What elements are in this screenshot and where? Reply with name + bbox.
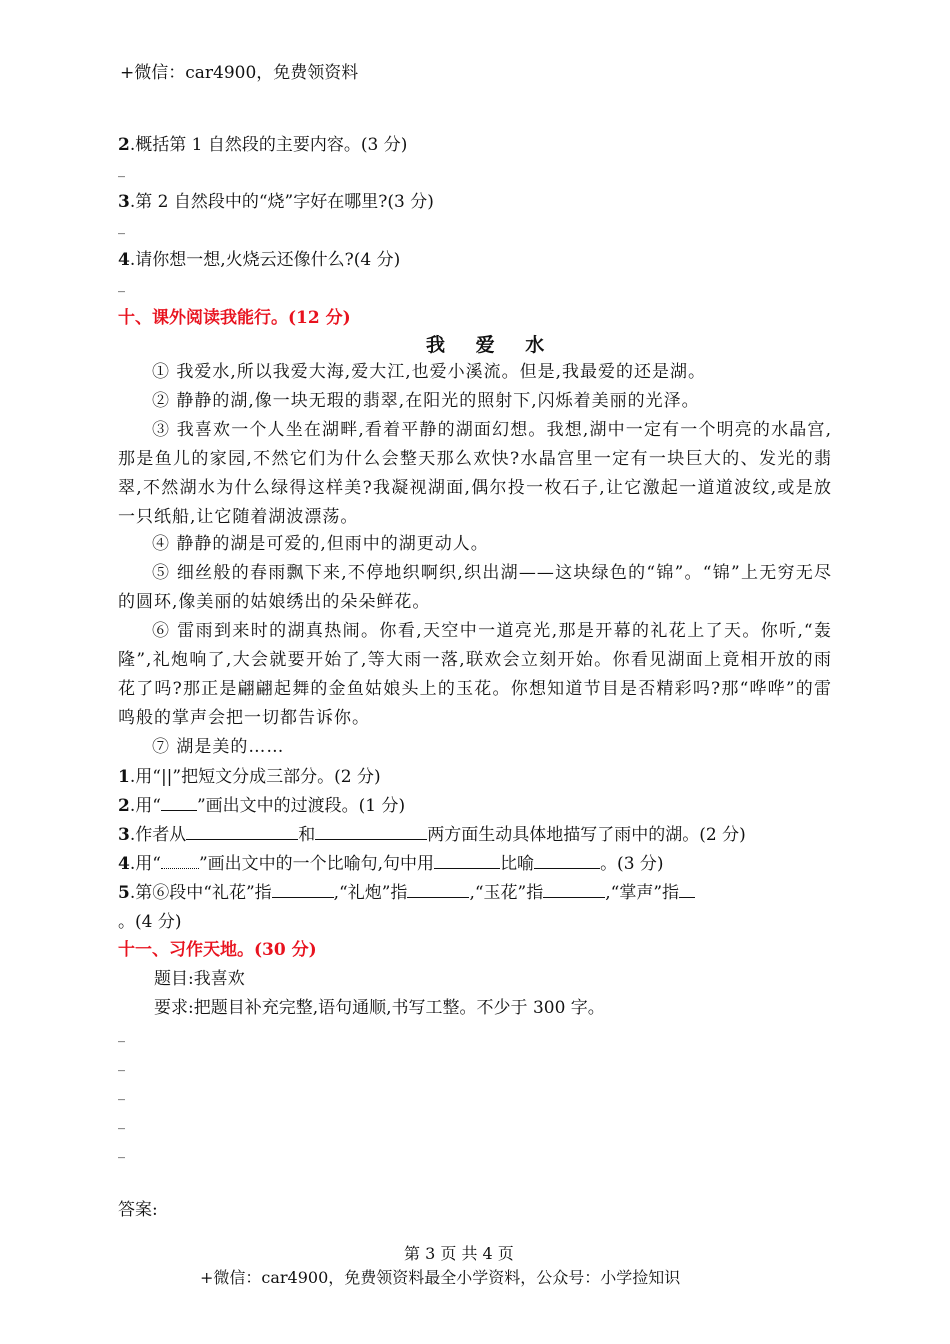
wavy-line-mark	[161, 854, 199, 869]
question-text: ,“玉花”指	[469, 883, 544, 903]
question-text: .概括第 1 自然段的主要内容。(3 分)	[129, 135, 408, 155]
section-10-heading: 十、课外阅读我能行。(12 分)	[118, 308, 351, 328]
reading-question-2	[118, 791, 405, 816]
reading-question-5	[118, 878, 695, 903]
question-number: 4	[118, 250, 130, 270]
answer-blank[interactable]	[186, 823, 298, 840]
answer-blank[interactable]	[407, 881, 469, 898]
essay-requirement: 要求:把题目补充完整,语句通顺,书写工整。不少于 300 字。	[154, 998, 605, 1018]
writing-line: _	[118, 1056, 125, 1072]
question-text: ”画出文中的一个比喻句,句中用	[198, 854, 435, 874]
writing-line: _	[118, 1027, 125, 1043]
answer-label: 答案:	[118, 1200, 158, 1220]
question-text: 。(3 分)	[600, 854, 664, 874]
question-number: 1	[118, 767, 130, 787]
paragraph-3: ③ 我喜欢一个人坐在湖畔,看着平静的湖面幻想。我想,湖中一定有一个明亮的水晶宫,那是鱼儿的家园,不然它们为什么会整天那么欢快?水晶宫里一定有一块巨大的、发光的翡翠,不然湖水为什么绿得这样美?我凝视湖面,偶尔投一枚石子,让它激起一道道波纹,或是放一只纸船,让它随着湖波漂荡。	[118, 420, 832, 527]
question-text: 两方面生动具体地描写了雨中的湖。(2 分)	[427, 825, 746, 845]
answer-line: _	[118, 162, 125, 178]
question-4	[118, 245, 400, 270]
question-3	[118, 187, 434, 212]
writing-line: _	[118, 1143, 125, 1159]
writing-line: _	[118, 1085, 125, 1101]
answer-blank[interactable]	[315, 823, 427, 840]
question-text: ”画出文中的过渡段。(1 分)	[196, 796, 406, 816]
header-wechat: +微信：car4900，免费领资料	[120, 63, 359, 83]
divider-mark: ||	[160, 767, 173, 787]
answer-blank[interactable]	[434, 852, 500, 869]
reading-question-1	[118, 762, 381, 787]
question-text: ,“礼炮”指	[333, 883, 408, 903]
question-number: 4	[118, 854, 130, 874]
answer-line: _	[118, 277, 125, 293]
question-text: .第⑥段中“礼花”指	[129, 883, 272, 903]
paragraph-2: ② 静静的湖,像一块无瑕的翡翠,在阳光的照射下,闪烁着美丽的光泽。	[152, 391, 700, 411]
question-number: 2	[118, 796, 130, 816]
question-text: .用“	[129, 767, 161, 787]
page-number: 第 3 页 共 4 页	[404, 1244, 514, 1263]
question-text: .用“	[129, 796, 161, 816]
question-number: 3	[118, 192, 130, 212]
question-text: 和	[298, 825, 316, 845]
reading-question-3	[118, 820, 746, 845]
footer-wechat: +微信：car4900，免费领资料最全小学资料，公众号：小学捡知识	[200, 1268, 681, 1287]
question-text: ,“掌声”指	[605, 883, 680, 903]
question-text: .用“	[129, 854, 161, 874]
answer-blank[interactable]	[543, 881, 605, 898]
reading-question-5-score: 。(4 分)	[118, 912, 182, 932]
passage-title: 我 爱 水	[426, 334, 557, 356]
answer-blank[interactable]	[679, 881, 695, 898]
question-number: 2	[118, 135, 130, 155]
question-number: 3	[118, 825, 130, 845]
essay-topic: 题目:我喜欢	[154, 969, 245, 989]
question-text: 比喻	[500, 854, 535, 874]
question-2	[118, 130, 407, 155]
question-text: .请你想一想,火烧云还像什么?(4 分)	[129, 250, 401, 270]
writing-line: _	[118, 1114, 125, 1130]
answer-blank[interactable]	[534, 852, 600, 869]
paragraph-1: ① 我爱水,所以我爱大海,爱大江,也爱小溪流。但是,我最爱的还是湖。	[152, 362, 707, 382]
paragraph-7: ⑦ 湖是美的……	[152, 737, 285, 757]
question-text: .第 2 自然段中的“烧”字好在哪里?(3 分)	[129, 192, 434, 212]
reading-question-4	[118, 849, 664, 874]
question-text: .作者从	[129, 825, 187, 845]
paragraph-5: ⑤ 细丝般的春雨飘下来,不停地织啊织,织出湖——这块绿色的“锦”。“锦”上无穷无尽的圆环,像美丽的姑娘绣出的朵朵鲜花。	[118, 563, 832, 612]
section-11-heading: 十一、习作天地。(30 分)	[118, 940, 317, 960]
paragraph-6: ⑥ 雷雨到来时的湖真热闹。你看,天空中一道亮光,那是开幕的礼花上了天。你听,“轰隆”,礼炮响了,大会就要开始了,等大雨一落,联欢会立刻开始。你看见湖面上竟相开放的雨花了吗?那正是翩翩起舞的金鱼姑娘头上的玉花。你想知道节目是否精彩吗?那“哗哗”的雷鸣般的掌声会把一切都告诉你。	[118, 621, 832, 728]
underline-blank	[161, 794, 197, 811]
paragraph-4: ④ 静静的湖是可爱的,但雨中的湖更动人。	[152, 534, 489, 554]
question-text: ”把短文分成三部分。(2 分)	[172, 767, 381, 787]
answer-line: _	[118, 219, 125, 235]
answer-blank[interactable]	[272, 881, 334, 898]
question-number: 5	[118, 883, 130, 903]
